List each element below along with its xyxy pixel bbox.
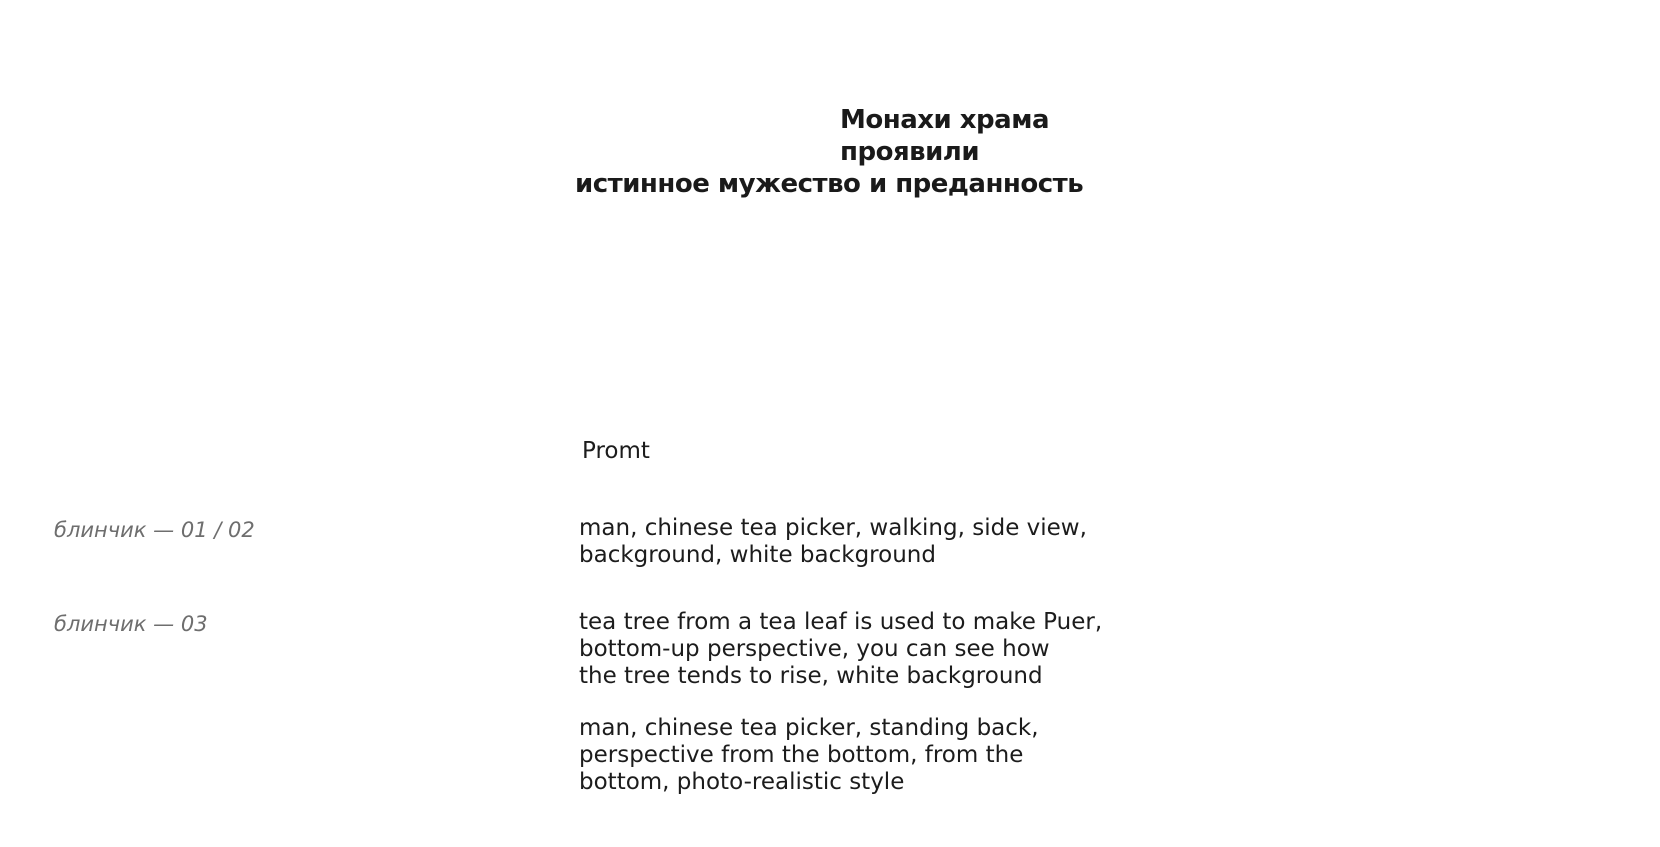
prompt-text-3: man, chinese tea picker, standing back, perspective from the bottom, from the bottom, photo-realistic style <box>579 715 1039 795</box>
headline-line-2: истинное мужество и преданность <box>575 169 1084 199</box>
row-label-03: блинчик — 03 <box>54 612 208 636</box>
headline-line-1: Монахи храма проявили <box>840 105 1050 167</box>
section-label-promt: Promt <box>582 438 650 464</box>
row-label-01-02: блинчик — 01 / 02 <box>54 518 255 542</box>
prompt-text-1: man, chinese tea picker, walking, side view, background, white background <box>579 515 1087 568</box>
page-headline <box>575 104 1175 200</box>
prompt-text-2: tea tree from a tea leaf is used to make Puer, bottom-up perspective, you can see how the tree tends to rise, white background <box>579 609 1103 689</box>
